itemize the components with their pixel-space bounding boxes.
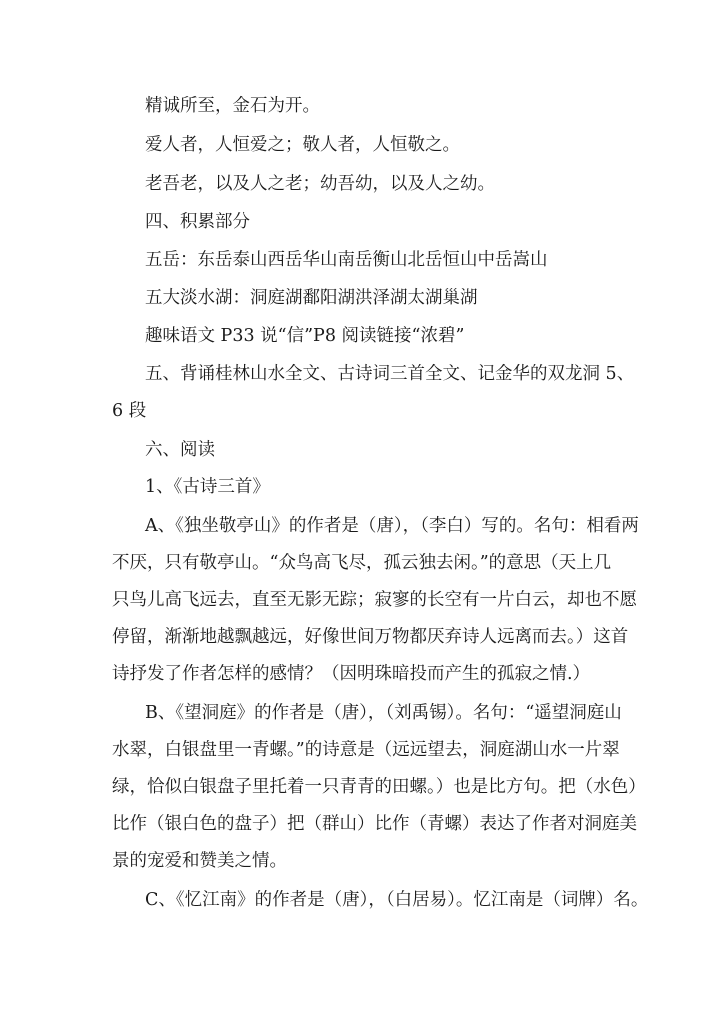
text-line: 爱人者，人恒爱之；敬人者，人恒敬之。 xyxy=(145,135,460,155)
text-line: 趣味语文 P33 说“信”P8 阅读链接“浓碧” xyxy=(145,326,465,346)
text-line: 五岳：东岳泰山西岳华山南岳衡山北岳恒山中岳嵩山 xyxy=(145,250,548,270)
paragraph-a-line: A、《独坐敬亭山》的作者是（唐），（李白）写的。名句：相看两 xyxy=(145,516,639,536)
subsection-heading: 1、《古诗三首》 xyxy=(145,477,270,497)
section-heading: 四、积累部分 xyxy=(145,212,250,232)
paragraph-b-line: 绿，恰似白银盘子里托着一只青青的田螺。）也是比方句。把（水色） xyxy=(112,777,646,797)
paragraph-b-line: 比作（银白色的盘子）把（群山）比作（青螺）表达了作者对洞庭美 xyxy=(112,814,637,834)
paragraph-a-line: 诗抒发了作者怎样的感情？（因明珠暗投而产生的孤寂之情.） xyxy=(112,664,591,684)
paragraph-c-line: C、《忆江南》的作者是（唐），（白居易）。忆江南是（词牌）名。 xyxy=(145,890,649,910)
paragraph-b-line: B、《望洞庭》的作者是（唐），（刘禹锡）。名句：“遥望洞庭山 xyxy=(145,703,622,723)
paragraph-b-line: 景的宠爱和赞美之情。 xyxy=(112,851,287,871)
paragraph-a-line: 只鸟儿高飞远去，直至无影无踪；寂寥的长空有一片白云，却也不愿 xyxy=(112,590,637,610)
text-line: 五大淡水湖：洞庭湖鄱阳湖洪泽湖太湖巢湖 xyxy=(145,288,478,308)
paragraph-b-line: 水翠，白银盘里一青螺。”的诗意是（远远望去，洞庭湖山水一片翠 xyxy=(112,740,620,760)
text-line: 老吾老，以及人之老；幼吾幼，以及人之幼。 xyxy=(145,174,495,194)
text-line: 6 段 xyxy=(112,401,147,421)
paragraph-a-line: 不厌，只有敬亭山。“众鸟高飞尽，孤云独去闲。”的意思（天上几 xyxy=(112,553,612,573)
section-heading: 六、阅读 xyxy=(145,440,215,460)
text-line: 五、背诵桂林山水全文、古诗词三首全文、记金华的双龙洞 5、 xyxy=(145,364,635,384)
text-line: 精诚所至，金石为开。 xyxy=(145,96,320,116)
paragraph-a-line: 停留，渐渐地越飘越远，好像世间万物都厌弃诗人远离而去。）这首 xyxy=(112,627,629,647)
